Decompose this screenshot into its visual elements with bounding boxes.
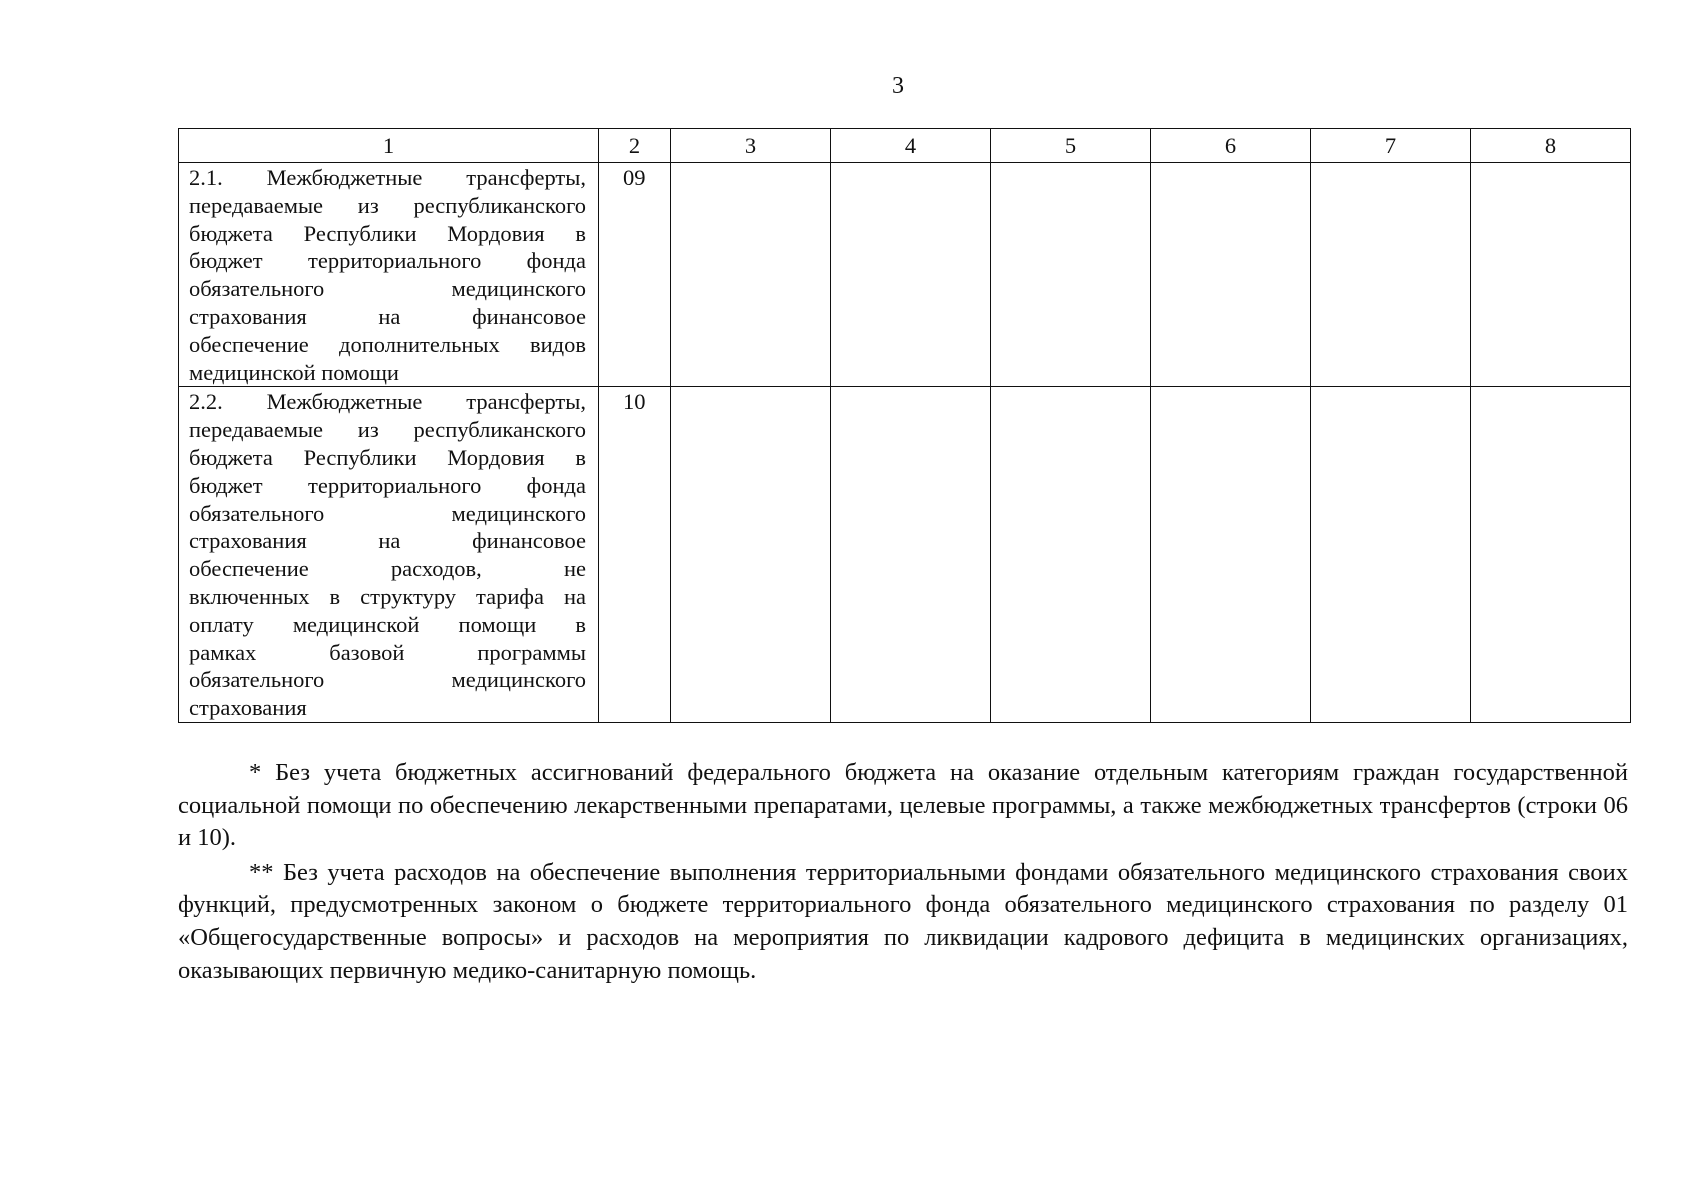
table-cell bbox=[991, 163, 1151, 387]
description-line: страхования на финансовое bbox=[189, 528, 586, 554]
footnotes bbox=[178, 757, 1628, 987]
table-cell bbox=[991, 387, 1151, 723]
budget-table bbox=[178, 128, 1631, 723]
table-cell bbox=[671, 163, 831, 387]
description-line: включенных в структуру тарифа на bbox=[189, 583, 586, 609]
table-cell bbox=[1151, 387, 1311, 723]
description-line: медицинской помощи bbox=[189, 359, 399, 385]
table-cell bbox=[1151, 163, 1311, 387]
description-line: 2.2. Межбюджетные трансферты, bbox=[189, 389, 586, 415]
description-line: 2.1. Межбюджетные трансферты, bbox=[189, 165, 586, 190]
description-line: передаваемые из республиканского bbox=[189, 192, 586, 218]
description-line: передаваемые из республиканского bbox=[189, 417, 586, 443]
description-line: страхования bbox=[189, 695, 307, 721]
column-header: 1 bbox=[179, 129, 599, 163]
column-header: 5 bbox=[991, 129, 1151, 163]
footnote-double-asterisk: ** Без учета расходов на обеспечение выполнения территориальными фондами обязательного медицинского страхования своих функций, предусмотренных законом о бюджете территориального фонда обязательного медицинского страхования по разделу 01 «Общегосударственные вопросы» и расходов на мероприятия по ликвидации кадрового дефицита в медицинских организациях, оказывающих первичную медико-санитарную помощь. bbox=[178, 858, 1628, 984]
footnote-single-asterisk: * Без учета бюджетных ассигнований федерального бюджета на оказание отдельным категориям граждан государственной социальной помощи по обеспечению лекарственными препаратами, целевые программы, а также межбюджетных трансфертов (строки 06 и 10). bbox=[178, 759, 1628, 852]
column-header: 2 bbox=[599, 129, 671, 163]
column-header: 4 bbox=[831, 129, 991, 163]
column-header: 6 bbox=[1151, 129, 1311, 163]
table-cell bbox=[831, 387, 991, 723]
table-cell bbox=[671, 387, 831, 723]
table-header-row bbox=[179, 129, 1631, 163]
description-line: страхования на финансовое bbox=[189, 303, 586, 329]
row-description bbox=[179, 387, 599, 723]
table-cell bbox=[1311, 163, 1471, 387]
table-cell bbox=[1471, 387, 1631, 723]
description-line: бюджет территориального фонда bbox=[189, 472, 586, 498]
page-number: 3 bbox=[892, 73, 904, 99]
column-header: 7 bbox=[1311, 129, 1471, 163]
description-line: обеспечение расходов, не bbox=[189, 556, 586, 582]
table-row bbox=[179, 387, 1631, 723]
table-cell bbox=[831, 163, 991, 387]
row-code: 09 bbox=[599, 163, 671, 387]
table-cell bbox=[1311, 387, 1471, 723]
description-line: обязательного медицинского bbox=[189, 667, 586, 693]
table-row bbox=[179, 163, 1631, 387]
description-line: обеспечение дополнительных видов bbox=[189, 331, 586, 357]
column-header: 8 bbox=[1471, 129, 1631, 163]
description-line: бюджета Республики Мордовия в bbox=[189, 444, 586, 470]
row-code: 10 bbox=[599, 387, 671, 723]
description-line: обязательного медицинского bbox=[189, 276, 586, 302]
description-line: обязательного медицинского bbox=[189, 500, 586, 526]
description-line: бюджета Республики Мордовия в bbox=[189, 220, 586, 246]
description-line: оплату медицинской помощи в bbox=[189, 611, 586, 637]
row-description bbox=[179, 163, 599, 387]
description-line: бюджет территориального фонда bbox=[189, 248, 586, 274]
column-header: 3 bbox=[671, 129, 831, 163]
table-cell bbox=[1471, 163, 1631, 387]
description-line: рамках базовой программы bbox=[189, 639, 586, 665]
